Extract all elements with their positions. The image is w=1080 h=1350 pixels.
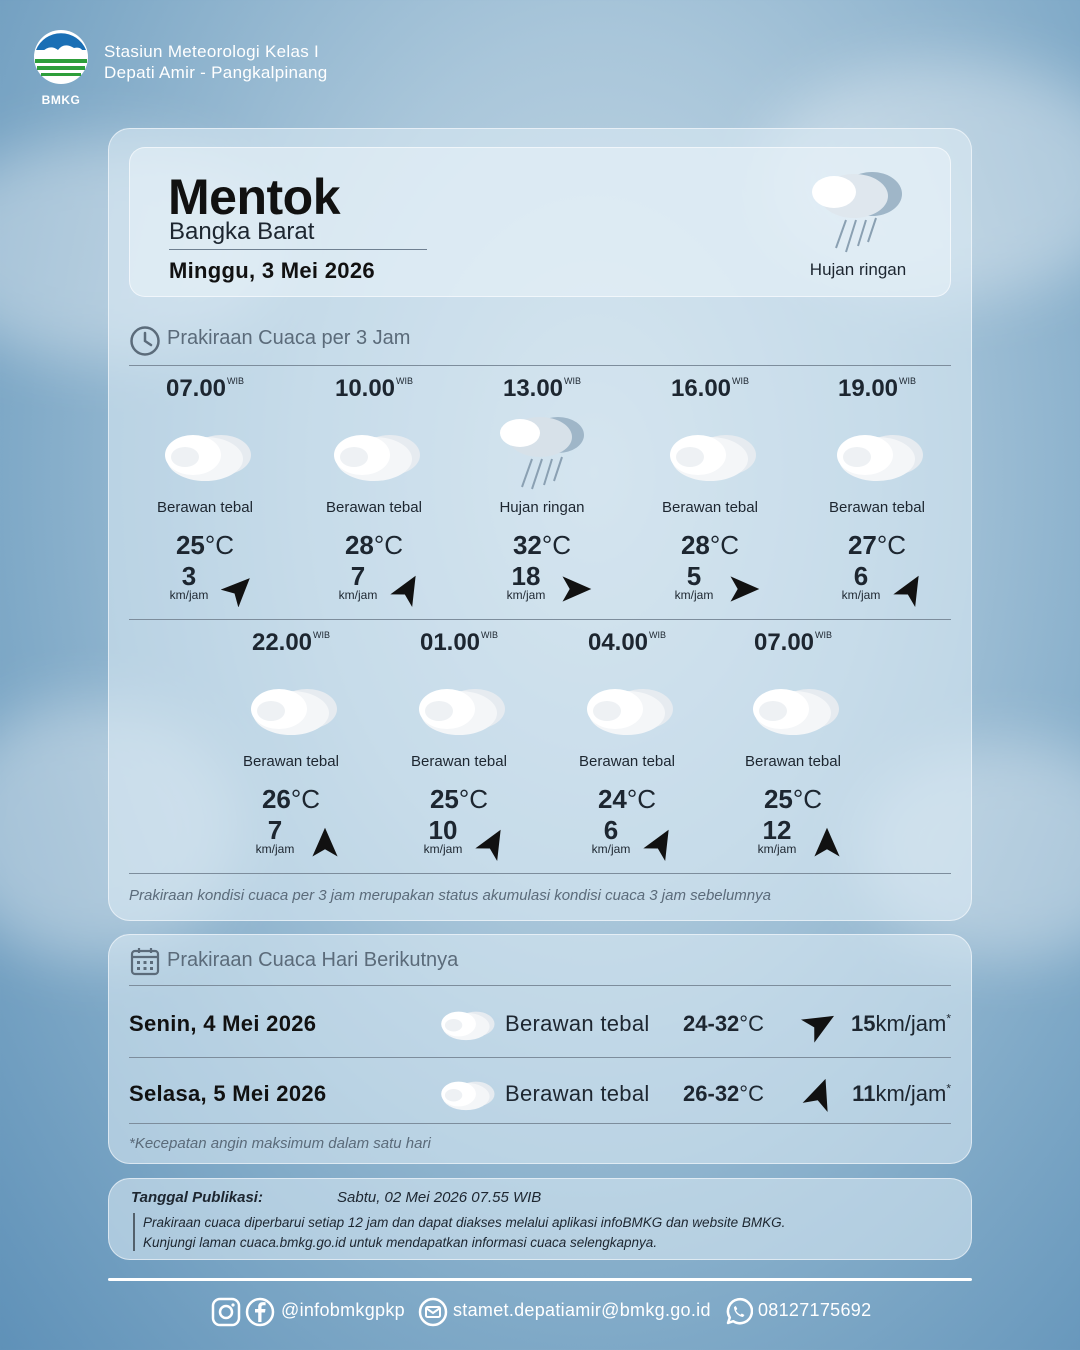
instagram-icon[interactable] <box>211 1297 241 1332</box>
forecast-date: Minggu, 3 Mei 2026 <box>169 258 375 283</box>
slot-temperature <box>458 530 626 561</box>
slot-temperature <box>543 784 711 815</box>
temp-min: 26 <box>683 1081 708 1106</box>
calendar-icon <box>129 945 161 982</box>
publication-panel <box>108 1178 972 1260</box>
slot-time-value: 01.00 <box>419 629 481 656</box>
cloudy-icon <box>155 425 255 490</box>
daily-forecast-panel <box>108 934 972 1164</box>
daily-date: Senin, 4 Mei 2026 <box>129 1011 317 1036</box>
slot-wind <box>664 563 724 601</box>
phone-number[interactable]: 08127175692 <box>758 1300 872 1320</box>
daily-section-title: Prakiraan Cuaca Hari Berikutnya <box>167 949 459 971</box>
temp-unit: °C <box>709 530 740 560</box>
timezone-label: WIB <box>815 630 833 640</box>
wind-unit: km/jam <box>506 588 546 602</box>
slot-wind <box>245 817 305 855</box>
slot-time-value: 04.00 <box>587 629 649 656</box>
footnote-mark: * <box>946 1011 951 1026</box>
temp-max: 32 <box>714 1081 740 1106</box>
temp-unit: °C <box>204 530 235 560</box>
current-condition: Hujan ringan <box>809 260 907 279</box>
clock-icon <box>129 325 161 362</box>
wind-speed: 6 <box>603 815 619 845</box>
wind-speed: 5 <box>686 561 702 591</box>
facebook-icon[interactable] <box>245 1297 275 1332</box>
email-address[interactable]: stamet.depatiamir@bmkg.go.id <box>453 1300 711 1320</box>
publication-info <box>143 1213 785 1253</box>
wind-direction-arrow-icon <box>809 825 845 861</box>
station-name <box>104 41 328 83</box>
temp-unit: °C <box>739 1081 764 1106</box>
footer-divider <box>108 1278 972 1281</box>
hourly-slot <box>626 375 794 615</box>
temp-value: 26 <box>261 784 291 814</box>
wind-speed: 6 <box>853 561 869 591</box>
publication-line-1: Prakiraan cuaca diperbarui setiap 12 jam dan dapat diakses melalui aplikasi infoBMKG dan website BMKG. <box>143 1215 786 1230</box>
slot-time <box>458 375 626 403</box>
cloudy-icon <box>743 679 843 744</box>
slot-temperature <box>290 530 458 561</box>
slot-condition: Hujan ringan <box>499 499 585 516</box>
daily-condition: Berawan tebal <box>505 1081 650 1106</box>
slot-time-value: 19.00 <box>837 375 899 402</box>
temp-unit: °C <box>290 784 321 814</box>
wind-direction-arrow-icon <box>475 825 511 861</box>
temp-max: 32 <box>714 1011 740 1036</box>
wind-direction-arrow-icon <box>221 571 257 607</box>
email-icon[interactable] <box>418 1297 448 1332</box>
hourly-forecast-panel <box>108 128 972 921</box>
wind-direction-arrow-icon <box>801 1075 839 1113</box>
hourly-slot <box>121 375 289 615</box>
slot-wind <box>159 563 219 601</box>
temp-value: 28 <box>680 530 710 560</box>
wind-unit: km/jam <box>423 842 463 856</box>
timezone-label: WIB <box>396 376 414 386</box>
slot-wind <box>747 817 807 855</box>
daily-wind <box>852 1081 951 1107</box>
temp-value: 24 <box>597 784 627 814</box>
station-line-1: Stasiun Meteorologi Kelas I <box>104 42 320 61</box>
hourly-slot <box>207 629 375 869</box>
wind-direction-arrow-icon <box>893 571 929 607</box>
slot-condition: Berawan tebal <box>579 753 675 770</box>
slot-condition: Berawan tebal <box>662 499 758 516</box>
footnote-mark: * <box>946 1081 951 1096</box>
slot-time-value: 10.00 <box>334 375 396 402</box>
slot-time <box>543 629 711 657</box>
temp-unit: °C <box>626 784 657 814</box>
wind-speed: 3 <box>181 561 197 591</box>
slot-wind <box>581 817 641 855</box>
wind-direction-arrow-icon <box>801 1005 839 1043</box>
wind-direction-arrow-icon <box>726 571 762 607</box>
cloudy-icon <box>241 679 341 744</box>
wind-speed: 7 <box>350 561 366 591</box>
slot-time <box>793 375 961 403</box>
cloudy-icon <box>435 1005 497 1048</box>
wind-unit: km/jam <box>591 842 631 856</box>
slot-wind <box>496 563 556 601</box>
wind-speed: 12 <box>762 815 792 845</box>
cloudy-icon <box>577 679 677 744</box>
slot-condition: Berawan tebal <box>745 753 841 770</box>
daily-row <box>129 1059 951 1129</box>
cloudy-icon <box>660 425 760 490</box>
footer <box>0 1295 1080 1329</box>
timezone-label: WIB <box>649 630 667 640</box>
slot-condition: Berawan tebal <box>829 499 925 516</box>
social-handle[interactable]: @infobmkgpkp <box>281 1300 405 1320</box>
hourly-slot <box>709 629 877 869</box>
wind-direction-arrow-icon <box>558 571 594 607</box>
temp-value: 28 <box>344 530 374 560</box>
quote-bar <box>133 1213 135 1251</box>
wind-unit: km/jam <box>169 588 209 602</box>
city-name: Mentok <box>168 169 340 225</box>
slot-time-value: 07.00 <box>165 375 227 402</box>
wind-unit: km/jam <box>757 842 797 856</box>
temp-value: 25 <box>763 784 793 814</box>
cloudy-icon <box>324 425 424 490</box>
hourly-slot <box>375 629 543 869</box>
temp-unit: °C <box>541 530 572 560</box>
hourly-slot <box>543 629 711 869</box>
publication-date: Sabtu, 02 Mei 2026 07.55 WIB <box>337 1189 542 1206</box>
station-line-2: Depati Amir - Pangkalpinang <box>104 63 328 82</box>
slot-wind <box>831 563 891 601</box>
timezone-label: WIB <box>732 376 750 386</box>
whatsapp-icon[interactable] <box>723 1297 753 1332</box>
daily-date: Selasa, 5 Mei 2026 <box>129 1081 327 1106</box>
slot-temperature <box>709 784 877 815</box>
slot-time-value: 13.00 <box>502 375 564 402</box>
wind-direction-arrow-icon <box>307 825 343 861</box>
temp-value: 25 <box>175 530 205 560</box>
slot-condition: Berawan tebal <box>411 753 507 770</box>
wind-speed: 18 <box>511 561 541 591</box>
temp-unit: °C <box>739 1011 764 1036</box>
bmkg-logo-icon <box>32 28 90 86</box>
cloudy-icon <box>827 425 927 490</box>
daily-condition: Berawan tebal <box>505 1011 650 1036</box>
slot-temperature <box>121 530 289 561</box>
wind-unit: km/jam <box>841 588 881 602</box>
slot-time-value: 22.00 <box>251 629 313 656</box>
slot-time-value: 07.00 <box>753 629 815 656</box>
publication-line-2: Kunjungi laman cuaca.bmkg.go.id untuk mendapatkan informasi cuaca selengkapnya. <box>143 1235 658 1250</box>
divider <box>129 365 951 366</box>
slot-time <box>207 629 375 657</box>
hourly-note: Prakiraan kondisi cuaca per 3 jam merupakan status akumulasi kondisi cuaca 3 jam sebelumnya <box>129 887 771 904</box>
cloudy-icon <box>435 1075 497 1118</box>
cloudy-icon <box>409 679 509 744</box>
slot-wind <box>413 817 473 855</box>
slot-temperature <box>375 784 543 815</box>
slot-time <box>375 629 543 657</box>
divider <box>129 619 951 620</box>
divider <box>129 1057 951 1058</box>
temp-min: 24 <box>683 1011 708 1036</box>
wind-direction-arrow-icon <box>390 571 426 607</box>
temp-value: 27 <box>847 530 877 560</box>
location-divider <box>169 249 427 250</box>
hourly-section-title: Prakiraan Cuaca per 3 Jam <box>167 327 411 349</box>
wind-unit: km/jam <box>255 842 295 856</box>
light-rain-icon <box>492 411 592 496</box>
bmkg-logo <box>32 28 90 107</box>
wind-unit: km/jam <box>674 588 714 602</box>
daily-wind <box>851 1011 951 1037</box>
hourly-slot <box>793 375 961 615</box>
logo-text: BMKG <box>41 93 81 107</box>
daily-temperature <box>683 1081 764 1107</box>
slot-time <box>290 375 458 403</box>
temp-value: 32 <box>512 530 542 560</box>
timezone-label: WIB <box>564 376 582 386</box>
slot-time <box>709 629 877 657</box>
current-weather-icon <box>802 162 912 263</box>
temp-dash: - <box>707 1081 715 1106</box>
slot-temperature <box>207 784 375 815</box>
timezone-label: WIB <box>481 630 499 640</box>
slot-time-value: 16.00 <box>670 375 732 402</box>
daily-note: *Kecepatan angin maksimum dalam satu hari <box>129 1135 431 1152</box>
temp-unit: °C <box>458 784 489 814</box>
slot-wind <box>328 563 388 601</box>
temp-unit: °C <box>373 530 404 560</box>
location-card <box>129 147 951 297</box>
slot-condition: Berawan tebal <box>243 753 339 770</box>
timezone-label: WIB <box>899 376 917 386</box>
hourly-slot <box>458 375 626 615</box>
wind-speed: 11 <box>852 1081 876 1106</box>
light-rain-icon <box>802 162 912 258</box>
region-name: Bangka Barat <box>169 218 315 245</box>
wind-direction-arrow-icon <box>643 825 679 861</box>
temp-unit: °C <box>876 530 907 560</box>
daily-row <box>129 989 951 1059</box>
slot-time <box>626 375 794 403</box>
daily-temperature <box>683 1011 764 1037</box>
temp-dash: - <box>707 1011 715 1036</box>
wind-speed: 15 <box>850 1011 876 1036</box>
timezone-label: WIB <box>313 630 331 640</box>
wind-unit: km/jam <box>875 1081 947 1106</box>
divider <box>129 1123 951 1124</box>
divider <box>129 873 951 874</box>
publication-label: Tanggal Publikasi: <box>131 1189 263 1206</box>
wind-speed: 7 <box>267 815 283 845</box>
wind-unit: km/jam <box>338 588 378 602</box>
slot-time <box>121 375 289 403</box>
temp-unit: °C <box>792 784 823 814</box>
timezone-label: WIB <box>227 376 245 386</box>
temp-value: 25 <box>429 784 459 814</box>
wind-unit: km/jam <box>875 1011 947 1036</box>
slot-condition: Berawan tebal <box>326 499 422 516</box>
hourly-slot <box>290 375 458 615</box>
slot-temperature <box>793 530 961 561</box>
slot-temperature <box>626 530 794 561</box>
divider <box>129 985 951 986</box>
slot-condition: Berawan tebal <box>157 499 253 516</box>
wind-speed: 10 <box>428 815 458 845</box>
